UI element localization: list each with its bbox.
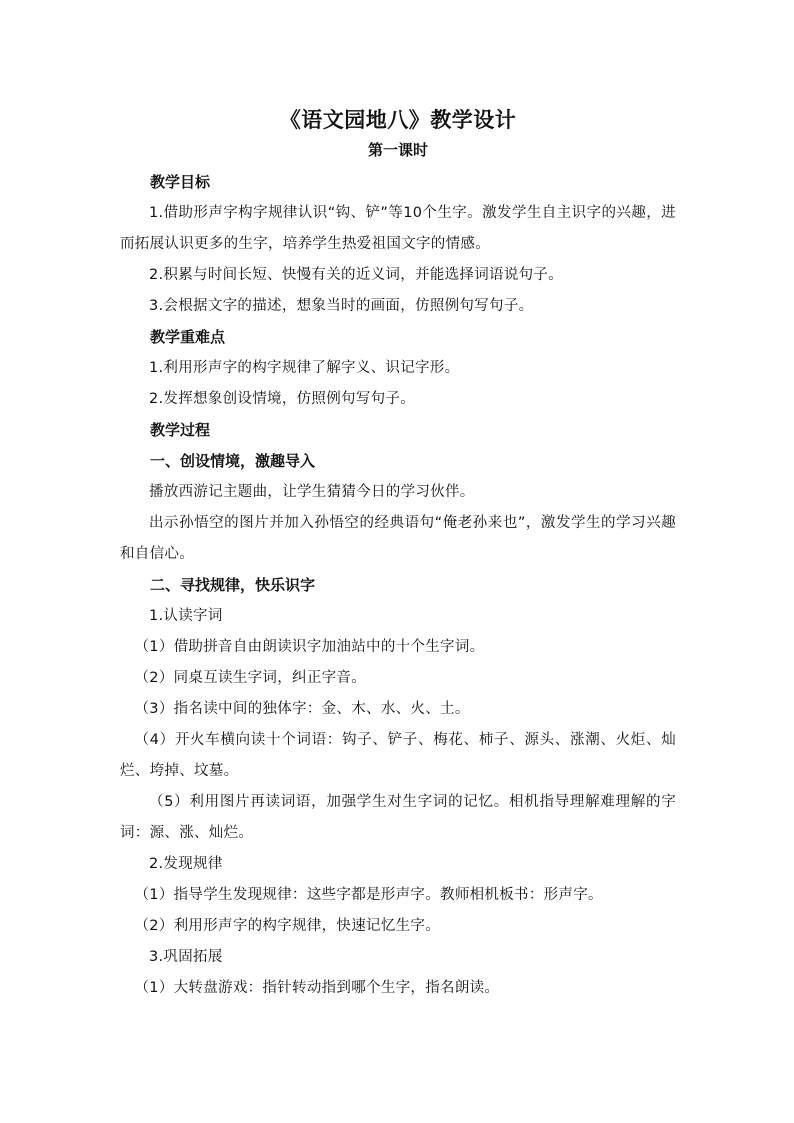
key-point-1: 1.利用形声字的构字规律了解字义、识记字形。 [149, 360, 460, 376]
reading-item-5: （5）利用图片再读词语，加强学生对生字词的记忆。相机指导理解难理解的字词：源、涨、灿烂。 [120, 794, 676, 841]
subsection-heading-intro: 一、创设情境，激趣导入 [150, 452, 316, 470]
step-consolidate: 3.巩固拓展 [149, 949, 223, 965]
subsection-heading-literacy: 二、寻找规律，快乐识字 [150, 576, 316, 594]
objective-1: 1.借助形声字构字规律认识“钩、铲”等10个生字。激发学生自主识字的兴趣，进而拓展认识更多的生字，培养学生热爱祖国文字的情感。 [120, 205, 676, 252]
reading-item-3: （3）指名读中间的独体字：金、木、水、火、土。 [134, 701, 470, 717]
section-heading-key-points: 教学重难点 [150, 328, 226, 346]
objective-3: 3.会根据文字的描述，想象当时的画面，仿照例句写句子。 [149, 298, 534, 314]
section-heading-process: 教学过程 [150, 421, 211, 439]
key-point-2: 2.发挥想象创设情境，仿照例句写句子。 [149, 391, 416, 407]
section-heading-objectives: 教学目标 [150, 173, 211, 191]
reading-item-4: （4）开火车横向读十个词语：钩子、铲子、梅花、柿子、源头、涨潮、火炬、灿烂、垮掉、坟墓。 [120, 732, 676, 779]
step-reading: 1.认读字词 [149, 608, 223, 624]
reading-item-2: （2）同桌互读生字词，纠正字音。 [134, 670, 367, 686]
document-subtitle: 第一课时 [367, 141, 428, 159]
intro-paragraph-2: 出示孙悟空的图片并加入孙悟空的经典语句“俺老孙来也”，激发学生的学习兴趣和自信心。 [120, 515, 676, 562]
document-body [120, 103, 676, 1004]
step-discover-rules: 2.发现规律 [149, 856, 223, 872]
consolidate-item-1: （1）大转盘游戏：指针转动指到哪个生字，指名朗读。 [134, 980, 500, 996]
discover-item-1: （1）指导学生发现规律：这些字都是形声字。教师相机板书：形声字。 [134, 887, 603, 903]
objective-2: 2.积累与时间长短、快慢有关的近义词，并能选择词语说句子。 [149, 267, 564, 283]
document-title: 《语文园地八》教学设计 [279, 108, 517, 132]
reading-item-1: （1）借助拼音自由朗读识字加油站中的十个生字词。 [134, 639, 485, 655]
intro-paragraph-1: 播放西游记主题曲，让学生猜猜今日的学习伙伴。 [149, 484, 475, 500]
discover-item-2: （2）利用形声字的构字规律，快速记忆生字。 [134, 918, 441, 934]
